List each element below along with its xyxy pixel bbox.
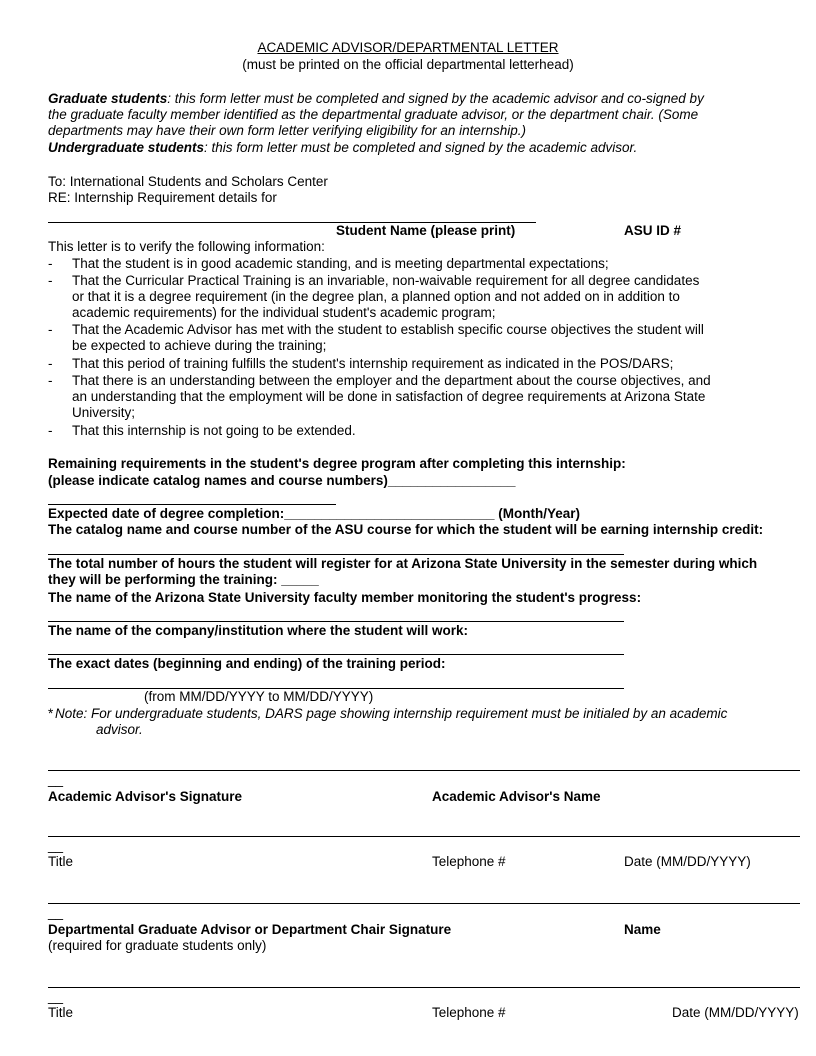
advisor-name-label: Academic Advisor's Name (432, 789, 601, 804)
faculty-answer-line[interactable] (48, 621, 624, 622)
list-item-continued: be expected to achieve during the training; (72, 338, 327, 353)
list-item: That there is an understanding between the employer and the department about the course objectives, and (72, 373, 711, 388)
list-item: That the student is in good academic standing, and is meeting departmental expectations; (72, 256, 609, 271)
answer-line[interactable] (48, 504, 336, 505)
hours-question: The total number of hours the student will register for at Arizona State University in the semester during which (48, 556, 758, 571)
date-label: Date (MM/DD/YYYY) (624, 854, 751, 869)
to-line: To: International Students and Scholars Center (48, 174, 328, 189)
title-label: Title (48, 854, 74, 869)
bullet-dash: - (48, 373, 53, 388)
list-item: That the Curricular Practical Training is an invariable, non-waivable requirement for all degree candidates (72, 273, 700, 288)
list-item: That the Academic Advisor has met with the student to establish specific course objectives the student will (72, 322, 704, 337)
bullet-dash: - (48, 256, 53, 271)
list-item-continued: academic requirements) for the individual student's academic program; (72, 305, 496, 320)
chair-name-label: Name (624, 922, 661, 937)
chair-title-line[interactable] (48, 987, 800, 988)
chair-note: (required for graduate students only) (48, 938, 267, 953)
list-item: That this period of training fulfills the student's internship requirement as indicated in the POS/DARS; (72, 356, 674, 371)
advisor-signature-label: Academic Advisor's Signature (48, 789, 243, 804)
grad-instructions-line2: the graduate faculty member identified as the departmental graduate advisor, or the department chair. (Some (48, 107, 699, 122)
date-format-hint: (from MM/DD/YYYY to MM/DD/YYYY) (144, 689, 374, 704)
list-item-continued: University; (72, 405, 136, 420)
date-label: Date (MM/DD/YYYY) (672, 1005, 799, 1020)
advisor-title-line[interactable] (48, 836, 800, 837)
bullet-dash: - (48, 356, 53, 371)
company-answer-line[interactable] (48, 654, 624, 655)
catalog-answer-line[interactable] (48, 554, 624, 555)
list-item-continued: or that it is a degree requirement (in the degree plan, a planned option and not added on in addition to (72, 289, 680, 304)
undergrad-instructions: Undergraduate students: this form letter must be completed and signed by the academic advisor. (48, 140, 638, 155)
bullet-dash: - (48, 423, 53, 438)
short-line: __ (48, 905, 64, 920)
short-line: __ (48, 838, 64, 853)
grad-instructions-line3: departments may have their own form letter verifying eligibility for an internship.) (48, 123, 526, 138)
list-item: That this internship is not going to be extended. (72, 423, 356, 438)
undergrad-label: Undergraduate students (48, 140, 205, 155)
telephone-label: Telephone # (432, 854, 506, 869)
page-title: ACADEMIC ADVISOR/DEPARTMENTAL LETTER (257, 40, 559, 55)
remaining-requirements-label: Remaining requirements in the student's degree program after completing this internship: (48, 456, 626, 471)
faculty-question: The name of the Arizona State University faculty member monitoring the student's progress: (48, 590, 642, 605)
asu-id-label: ASU ID # (624, 223, 682, 238)
telephone-label: Telephone # (432, 1005, 506, 1020)
expected-date-field[interactable]: Expected date of degree completion:____________________________ (Month/Year) (48, 506, 581, 521)
short-line: __ (48, 989, 64, 1004)
bullet-dash: - (48, 322, 53, 337)
advisor-signature-line[interactable] (48, 770, 800, 771)
chair-signature-label: Departmental Graduate Advisor or Department Chair Signature (48, 922, 452, 937)
note-line2: advisor. (96, 722, 143, 737)
title-label: Title (48, 1005, 74, 1020)
note-star: * (48, 706, 54, 721)
note-line1: Note: For undergraduate students, DARS page showing internship requirement must be initialed by an academic (55, 706, 728, 721)
dates-question: The exact dates (beginning and ending) of the training period: (48, 656, 446, 671)
catalog-question: The catalog name and course number of the ASU course for which the student will be earning internship credit: (48, 522, 764, 537)
verification-intro: This letter is to verify the following information: (48, 239, 325, 254)
chair-signature-line[interactable] (48, 903, 800, 904)
grad-instructions-line1: Graduate students: this form letter must be completed and signed by the academic advisor and co-signed by (48, 91, 704, 106)
grad-label: Graduate students (48, 91, 168, 106)
remaining-requirements-field[interactable]: (please indicate catalog names and course numbers)_________________ (48, 473, 516, 488)
company-question: The name of the company/institution where the student will work: (48, 623, 469, 638)
short-line: __ (48, 772, 64, 787)
re-line: RE: Internship Requirement details for (48, 190, 277, 205)
page-subtitle: (must be printed on the official departmental letterhead) (242, 57, 574, 72)
student-name-label: Student Name (please print) (336, 223, 516, 238)
bullet-dash: - (48, 273, 53, 288)
list-item-continued: an understanding that the employment will be done in satisfaction of degree requirements at Arizona State (72, 389, 706, 404)
hours-field[interactable]: they will be performing the training: _____ (48, 572, 319, 587)
